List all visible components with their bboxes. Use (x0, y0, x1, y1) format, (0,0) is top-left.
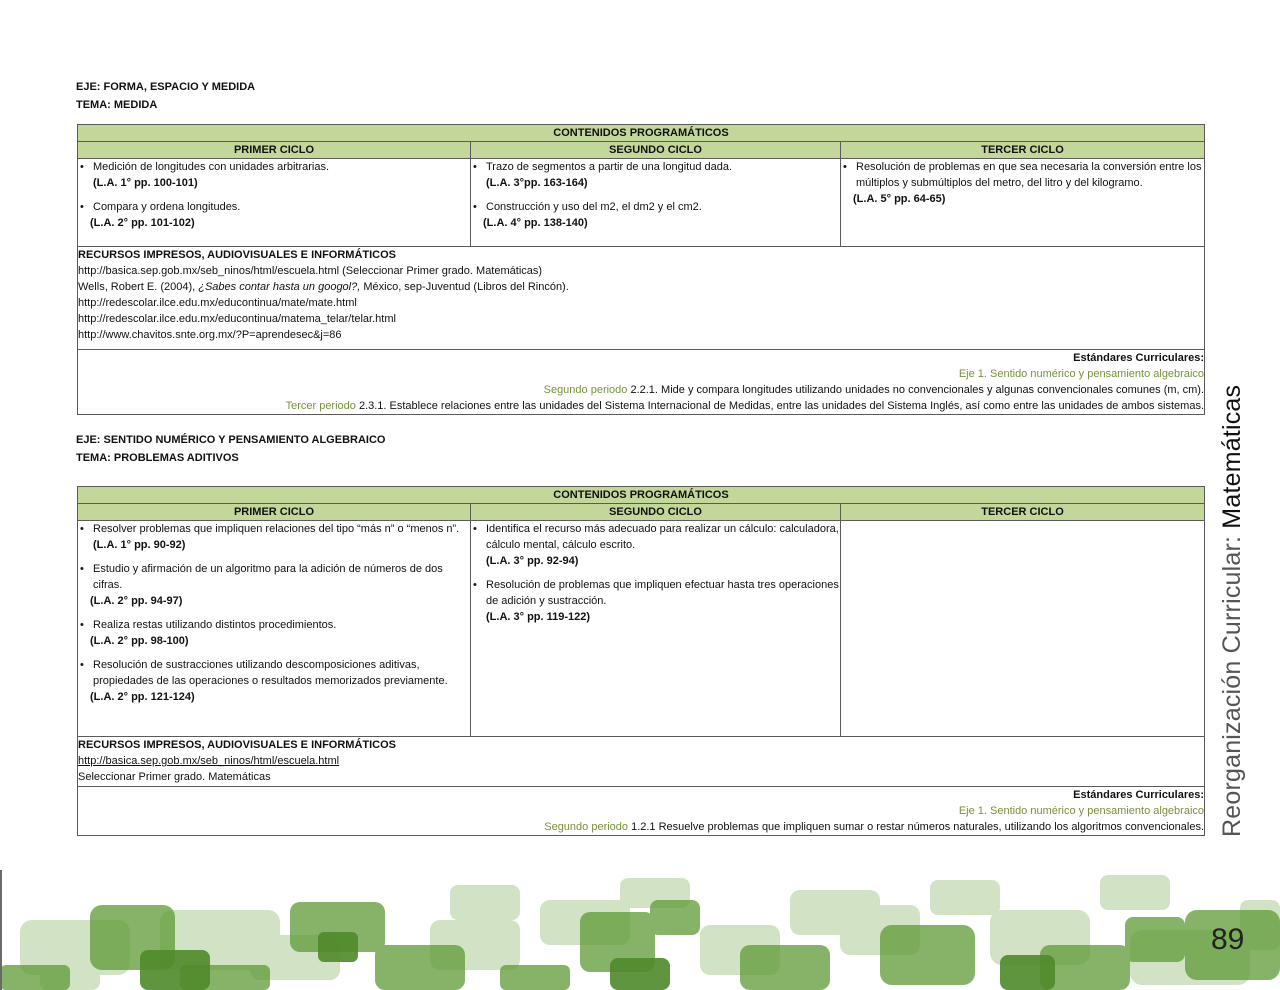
tema-heading-1: TEMA: MEDIDA (76, 99, 158, 111)
resource-link[interactable]: http://basica.sep.gob.mx/seb_ninos/html/escuela.html (Seleccionar Primer grado. Matemáticas) (78, 265, 543, 277)
tema-heading-2: TEMA: PROBLEMAS ADITIVOS (76, 452, 239, 464)
primer-ciclo-cell (78, 159, 471, 247)
header-segundo-ciclo: SEGUNDO CICLO (471, 504, 841, 521)
list-item: • Medición de longitudes con unidades arbitrarias. (L.A. 1° pp. 100-101) (78, 159, 470, 191)
standards-cell (78, 787, 1205, 836)
header-segundo-ciclo: SEGUNDO CICLO (471, 142, 841, 159)
list-item: • Trazo de segmentos a partir de una longitud dada. (L.A. 3°pp. 163-164) (471, 159, 840, 191)
resources-cell (78, 247, 1205, 350)
resources-cell (78, 737, 1205, 787)
tercer-ciclo-cell (841, 521, 1205, 737)
list-item: • Identifica el recurso más adecuado para realizar un cálculo: calculadora, cálculo mental, cálculo escrito. (L.A. 3° pp. 92-94) (471, 521, 840, 569)
standards-eje: Eje 1. Sentido numérico y pensamiento algebraico (958, 368, 1205, 380)
decorative-footer-pattern (0, 870, 1280, 990)
resource-link[interactable]: http://redescolar.ilce.edu.mx/educontinua/mate/mate.html (78, 297, 357, 309)
header-primer-ciclo: PRIMER CICLO (78, 142, 471, 159)
resource-link[interactable]: http://redescolar.ilce.edu.mx/educontinua/matema_telar/telar.html (78, 313, 396, 325)
list-item: • Resolución de problemas que impliquen efectuar hasta tres operaciones de adición y sustracción. (L.A. 3° pp. 119-122) (471, 577, 840, 625)
resource-link[interactable]: http://www.chavitos.snte.org.mx/?P=aprendesec&j=86 (78, 329, 342, 341)
list-item: • Resolución de sustracciones utilizando descomposiciones aditivas, propiedades de las operaciones o resultados memorizados previamente. (L.A. 2° pp. 121-124) (78, 657, 470, 705)
list-item: • Construcción y uso del m2, el dm2 y el cm2. (L.A. 4° pp. 138-140) (471, 199, 840, 231)
list-item: • Resolver problemas que impliquen relaciones del tipo “más n” o “menos n”. (L.A. 1° pp. 90-92) (78, 521, 470, 553)
table-title: CONTENIDOS PROGRAMÁTICOS (78, 487, 1205, 504)
standards-title: Estándares Curriculares: (1073, 352, 1205, 364)
standard-line: Segundo periodo 1.2.1 Resuelve problemas que impliquen sumar o restar números naturales, utilizando los algoritmos convencionales. (544, 821, 1205, 833)
list-item: • Estudio y afirmación de un algoritmo para la adición de números de dos cifras. (L.A. 2° pp. 94-97) (78, 561, 470, 609)
contenidos-table-2 (77, 486, 1205, 836)
contenidos-table-1 (77, 124, 1205, 415)
primer-ciclo-cell (78, 521, 471, 737)
header-primer-ciclo: PRIMER CICLO (78, 504, 471, 521)
list-item: • Compara y ordena longitudes. (L.A. 2° pp. 101-102) (78, 199, 470, 231)
list-item: • Resolución de problemas en que sea necesaria la conversión entre los múltiplos y submúltiplos del metro, del litro y del kilogramo. (L.A. 5° pp. 64-65) (841, 159, 1204, 207)
list-item: • Realiza restas utilizando distintos procedimientos. (L.A. 2° pp. 98-100) (78, 617, 470, 649)
header-tercer-ciclo: TERCER CICLO (841, 504, 1205, 521)
resource-note: Seleccionar Primer grado. Matemáticas (78, 771, 271, 783)
page-number: 89 (1211, 923, 1245, 956)
standard-line: Tercer periodo 2.3.1. Establece relaciones entre las unidades del Sistema Internacional de Medidas, entre las unidades del Sistema Inglés, así como entre las unidades de ambos sistemas. (285, 400, 1205, 412)
resource-book: Wells, Robert E. (2004), ¿Sabes contar hasta un googol?, México, sep-Juventud (Libros del Rincón). (78, 281, 569, 293)
eje-heading-2: EJE: SENTIDO NUMÉRICO Y PENSAMIENTO ALGEBRAICO (76, 434, 386, 446)
standards-cell (78, 350, 1205, 415)
segundo-ciclo-cell (471, 159, 841, 247)
resources-title: RECURSOS IMPRESOS, AUDIOVISUALES E INFORMÁTICOS (78, 249, 397, 261)
standard-line: Segundo periodo 2.2.1. Mide y compara longitudes utilizando unidades no convencionales y algunas convencionales comunes (m, cm). (543, 384, 1205, 396)
header-tercer-ciclo: TERCER CICLO (841, 142, 1205, 159)
table-title: CONTENIDOS PROGRAMÁTICOS (78, 125, 1205, 142)
eje-heading-1: EJE: FORMA, ESPACIO Y MEDIDA (76, 81, 256, 93)
resource-link[interactable]: http://basica.sep.gob.mx/seb_ninos/html/escuela.html (78, 755, 340, 767)
side-title: Reorganización Curricular: Matemáticas (1218, 384, 1246, 837)
tercer-ciclo-cell (841, 159, 1205, 247)
segundo-ciclo-cell (471, 521, 841, 737)
standards-eje: Eje 1. Sentido numérico y pensamiento algebraico (958, 805, 1205, 817)
standards-title: Estándares Curriculares: (1073, 789, 1205, 801)
resources-title: RECURSOS IMPRESOS, AUDIOVISUALES E INFORMÁTICOS (78, 739, 397, 751)
